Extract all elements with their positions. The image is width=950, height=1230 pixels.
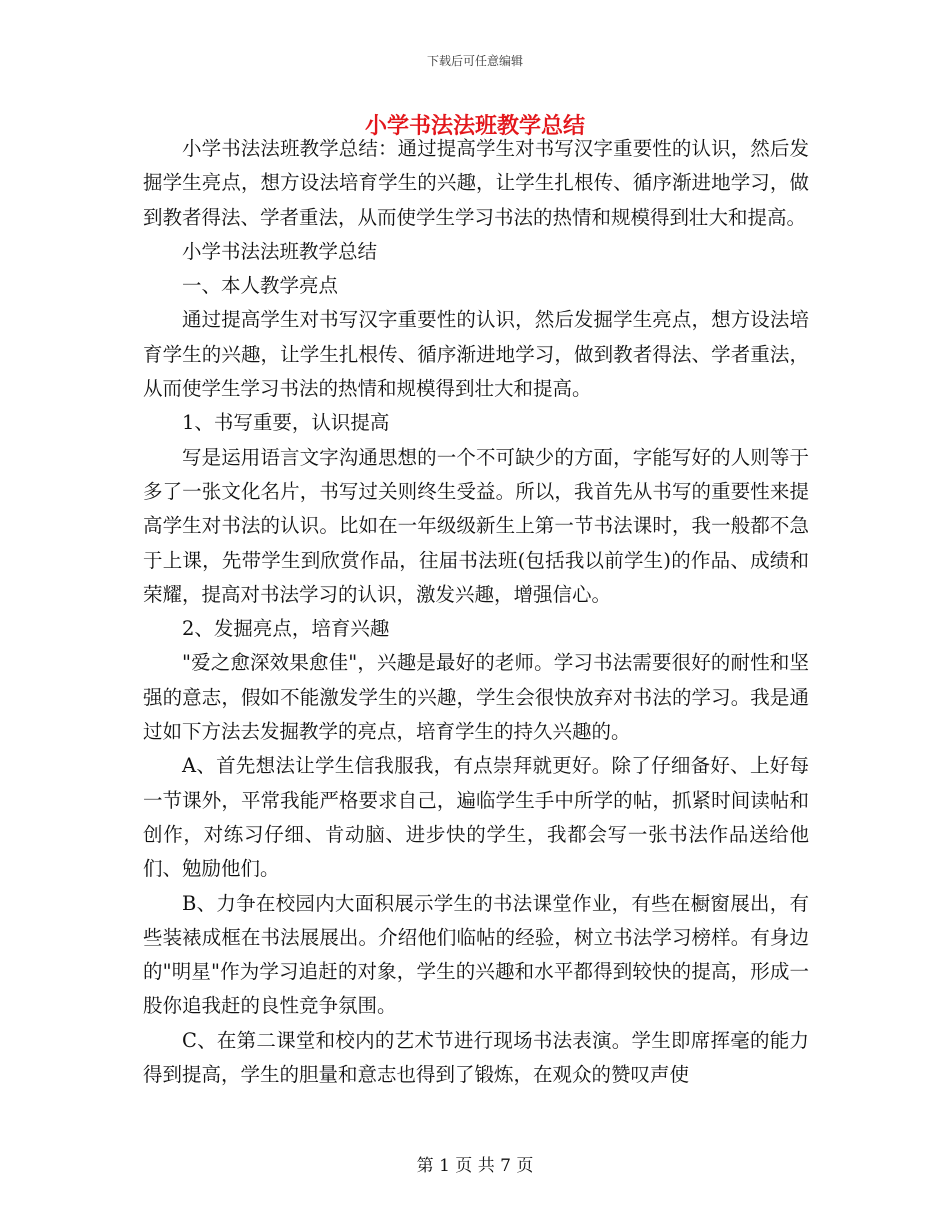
- paragraph: 通过提高学生对书写汉字重要性的认识，然后发掘学生亮点，想方设法培育学生的兴趣，让学生扎根传、循序渐进地学习，做到教者得法、学者重法，从而使学生学习书法的热情和规模得到壮大和提高。: [143, 308, 809, 401]
- paragraph-subtitle: 小学书法法班教学总结: [182, 239, 378, 263]
- paragraph: 写是运用语言文字沟通思想的一个不可缺少的方面，字能写好的人则等于多了一张文化名片，书写过关则终生受益。所以，我首先从书写的重要性来提高学生对书法的认识。比如在一年级级新生上第一节书法课时，我一般都不急于上课，先带学生到欣赏作品，往届书法班(包括我以前学生)的作品、成绩和荣耀，提高对书法学习的认识，激发兴趣，增强信心。: [143, 445, 809, 606]
- subsection-heading-2: 2、发掘亮点，培育兴趣: [182, 617, 390, 641]
- paragraph-item-c: C、在第二课堂和校内的艺术节进行现场书法表演。学生即席挥毫的能力得到提高，学生的胆量和意志也得到了锻炼，在观众的赞叹声使: [143, 1028, 809, 1087]
- subsection-heading-1: 1、书写重要，认识提高: [182, 411, 390, 435]
- page-header-note: 下载后可任意编辑: [426, 54, 523, 68]
- paragraph-item-b: B、力争在校园内大面积展示学生的书法课堂作业，有些在橱窗展出，有些装裱成框在书法展展出。介绍他们临帖的经验，树立书法学习榜样。有身边的"明星"作为学习追赶的对象，学生的兴趣和水平都得到较快的提高，形成一股你追我赶的良性竞争氛围。: [143, 891, 809, 1018]
- page-number-footer: 第 1 页 共 7 页: [416, 1156, 534, 1176]
- section-heading-1: 一、本人教学亮点: [182, 274, 339, 298]
- paragraph-summary: 小学书法法班教学总结：通过提高学生对书写汉字重要性的认识，然后发掘学生亮点，想方设法培育学生的兴趣，让学生扎根传、循序渐进地学习，做到教者得法、学者重法，从而使学生学习书法的热情和规模得到壮大和提高。: [143, 137, 809, 229]
- document-body: [143, 132, 809, 1092]
- document-title: 小学书法法班教学总结: [364, 113, 585, 139]
- paragraph: "爱之愈深效果愈佳"，兴趣是最好的老师。学习书法需要很好的耐性和坚强的意志，假如不能激发学生的兴趣，学生会很快放弃对书法的学习。我是通过如下方法去发掘教学的亮点，培育学生的持久兴趣的。: [143, 651, 809, 744]
- paragraph-item-a: A、首先想法让学生信我服我，有点崇拜就更好。除了仔细备好、上好每一节课外，平常我能严格要求自己，遍临学生手中所学的帖，抓紧时间读帖和创作，对练习仔细、肯动脑、进步快的学生，我都会写一张书法作品送给他们、勉励他们。: [143, 754, 809, 881]
